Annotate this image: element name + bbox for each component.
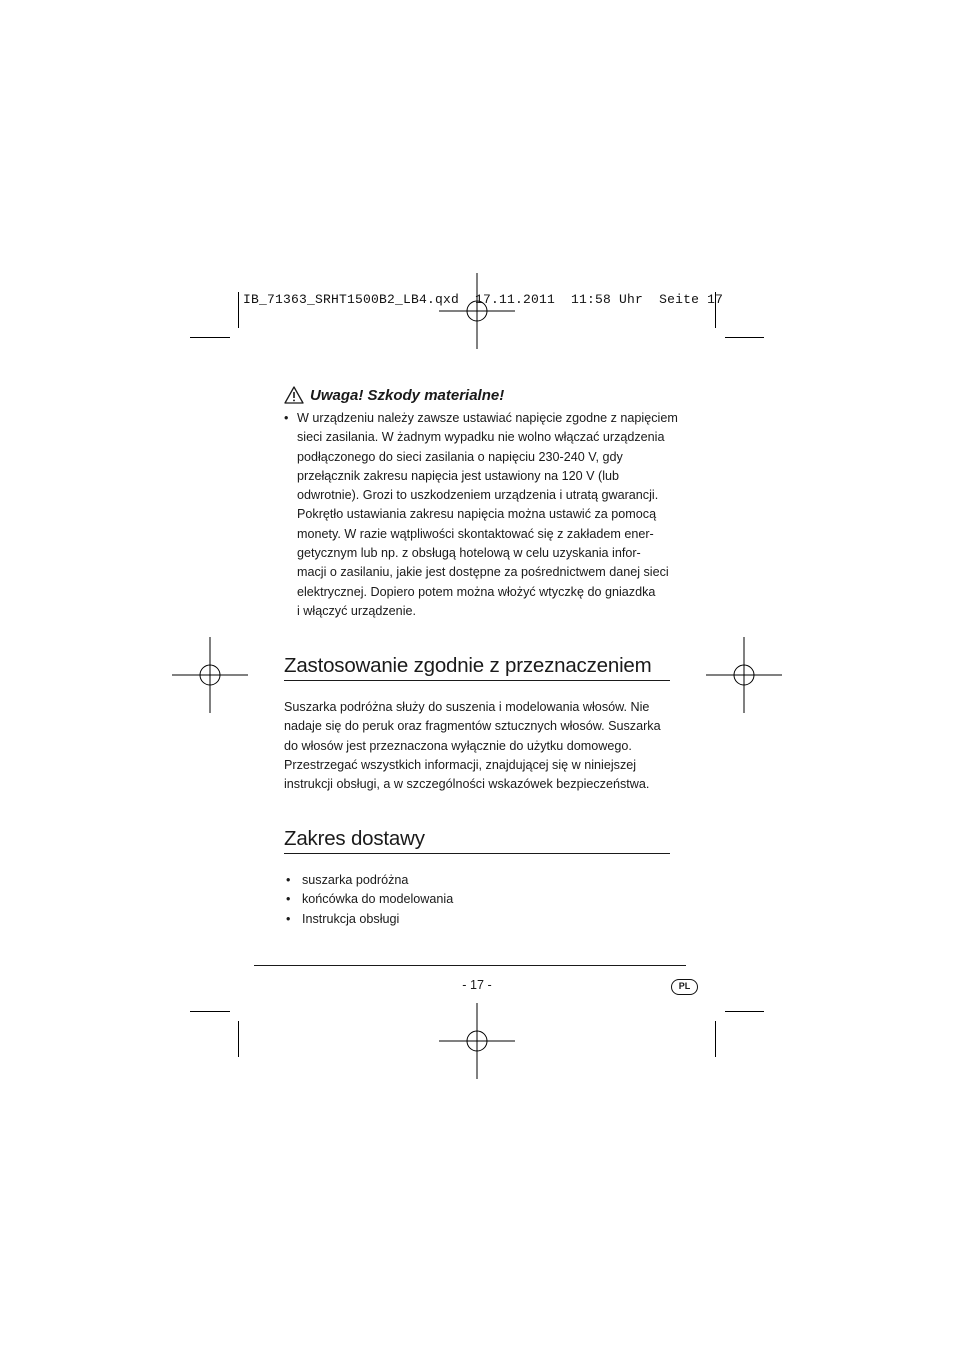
crop-mark-tl-horizontal [190,337,230,338]
footer-divider [254,965,686,966]
warning-title: Uwaga! Szkody materialne! [310,386,505,404]
list-item: • suszarka podróżna [284,871,453,890]
paragraph-line: Suszarka podróżna służy do suszenia i modelowania włosów. Nie [284,700,650,714]
section-heading-intended-use: Zastosowanie zgodnie z przeznaczeniem [284,654,670,681]
warning-line: W urządzeniu należy zawsze ustawiać napięcie zgodne z napięciem [297,411,678,425]
registration-mark-right [706,637,782,713]
warning-line: elektrycznej. Dopiero potem można włożyć wtyczkę do gniazdka [297,584,656,599]
crop-mark-tl-vertical [238,292,239,328]
registration-mark-top [439,273,515,349]
intended-use-paragraph [284,698,670,794]
warning-bullet-paragraph [284,409,676,621]
warning-line: macji o zasilaniu, jakie jest dostępne za pośrednictwem danej sieci [297,565,669,580]
print-slug-line: IB_71363_SRHT1500B2_LB4.qxd 17.11.2011 11:58 Uhr Seite 17 [243,292,724,307]
paragraph-line: nadaje się do peruk oraz fragmentów sztucznych włosów. Suszarka [284,719,661,734]
bullet-marker: • [284,411,289,425]
warning-line: odwrotnie). Grozi to uszkodzeniem urządzenia i utratą gwarancji. [297,488,659,503]
warning-line: Pokrętło ustawiania zakresu napięcia można ustawić za pomocą [297,507,657,522]
warning-line: getycznym lub np. z obsługą hotelową w celu uzyskania infor- [297,546,641,561]
registration-mark-bottom [439,1003,515,1079]
warning-heading [284,386,504,404]
crop-mark-bl-horizontal [190,1011,230,1012]
warning-line: sieci zasilania. W żadnym wypadku nie wolno włączać urządzenia [297,430,665,445]
warning-line: przełącznik zakresu napięcia jest ustawiony na 120 V (lub [297,468,620,483]
warning-text [297,409,676,621]
paragraph-line: do włosów jest przeznaczona wyłącznie do użytku domowego. [284,738,632,753]
warning-line: i włączyć urządzenie. [297,603,416,618]
crop-mark-bl-vertical [238,1021,239,1057]
crop-mark-br-vertical [715,1021,716,1057]
warning-line: monety. W razie wątpliwości skontaktować się z zakładem ener- [297,526,654,541]
delivery-list [284,871,453,929]
list-item: • końcówka do modelowania [284,890,453,909]
paragraph-line: instrukcji obsługi, a w szczególności wskazówek bezpieczeństwa. [284,777,650,792]
warning-triangle-icon [284,386,304,404]
crop-mark-br-horizontal [725,1011,764,1012]
warning-line: podłączonego do sieci zasilania o napięciu 230-240 V, gdy [297,449,623,464]
language-badge: PL [671,979,698,995]
list-item: • Instrukcja obsługi [284,910,453,929]
crop-mark-tr-horizontal [725,337,764,338]
paragraph-line: Przestrzegać wszystkich informacji, znajdującej się w niniejszej [284,757,637,772]
section-heading-scope-of-delivery: Zakres dostawy [284,827,670,854]
registration-mark-left [172,637,248,713]
page-number: - 17 - [462,978,492,992]
